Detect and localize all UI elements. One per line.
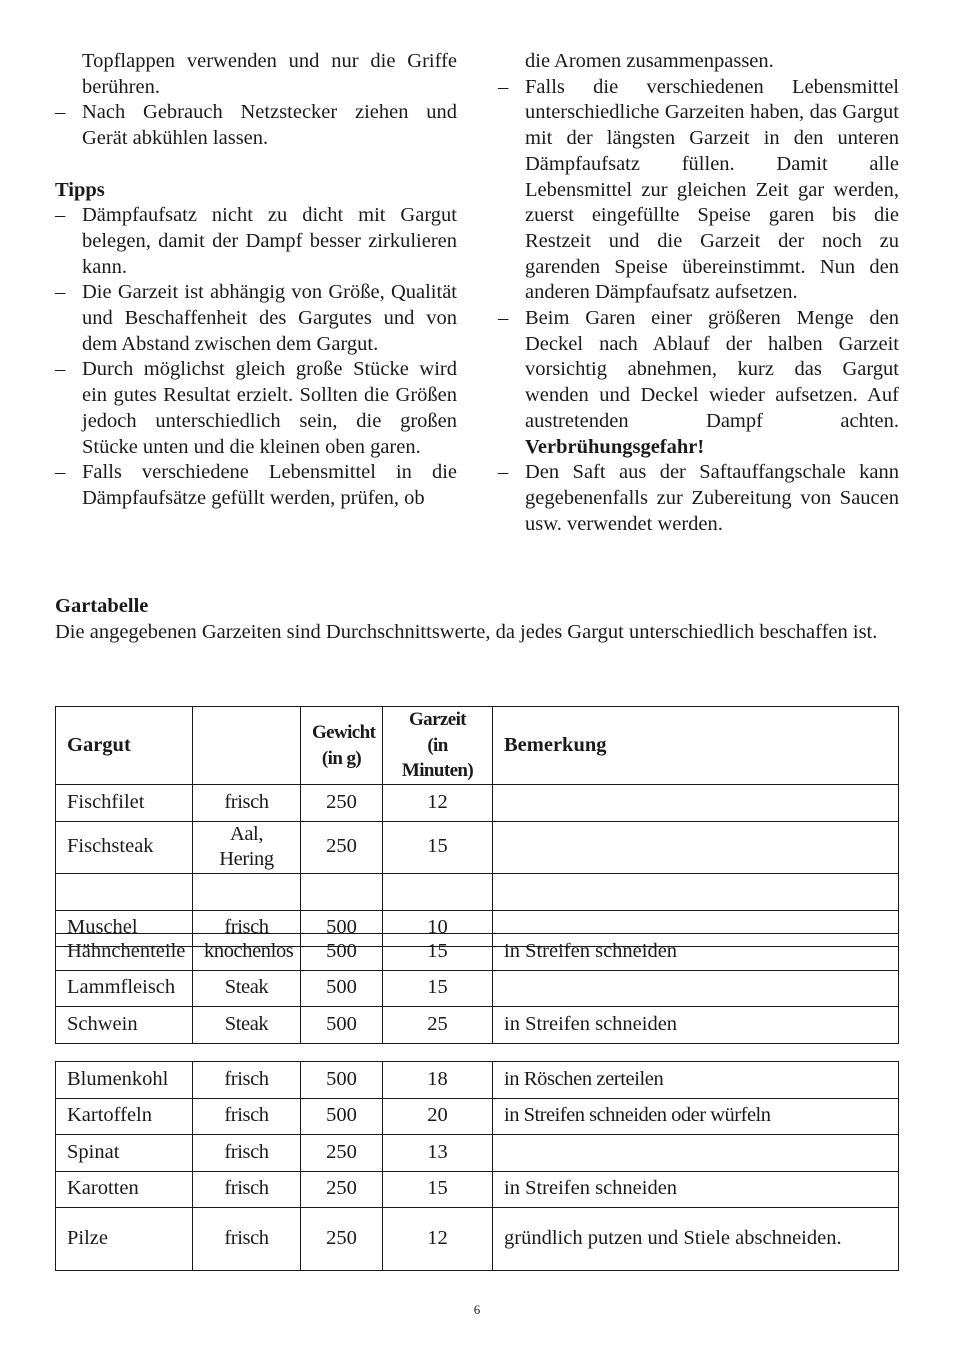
cooking-table-meat (55, 933, 899, 1044)
cell-gewicht: 250 (301, 1208, 383, 1271)
header-gargut: Gargut (56, 707, 193, 785)
table-row (56, 1098, 899, 1135)
cell-gewicht: 250 (301, 821, 383, 873)
list-dash: – (55, 461, 66, 484)
cell-garzeit: 15 (383, 934, 493, 971)
header-garzeit-line1: Garzeit (409, 709, 466, 730)
page-number: 6 (473, 1302, 481, 1317)
cell-gargut: Kartoffeln (56, 1098, 193, 1135)
list-item-text: Dämpfaufsatz nicht zu dicht mit Gargut belegen, damit der Dampf besser zirkulieren kann. (82, 204, 457, 278)
list-dash: – (55, 281, 66, 304)
cell-gewicht: 500 (301, 970, 383, 1007)
cell-bemerkung (493, 785, 899, 822)
list-item (55, 203, 457, 280)
list-item-text: Den Saft aus der Saftauffangschale kann gegebenenfalls zur Zubereitung von Saucen usw. verwendet werden. (525, 461, 899, 535)
list-dash: – (498, 75, 509, 98)
table-row (56, 1208, 899, 1271)
cell-garzeit: 20 (383, 1098, 493, 1135)
list-item-text: Falls verschiedene Lebensmittel in die Dämpfaufsätze gefüllt werden, prüfen, ob (82, 461, 457, 509)
cell-bemerkung: in Streifen schneiden oder würfeln (493, 1098, 899, 1135)
list-item-text: Die Garzeit ist abhängig von Größe, Qualität und Beschaffenheit des Gargutes und von dem Abstand zwischen dem Gargut. (82, 281, 457, 355)
cell-gargut: Blumenkohl (56, 1062, 193, 1099)
header-art (193, 707, 301, 785)
list-item (498, 75, 899, 306)
header-gewicht-line2: (in g) (321, 747, 362, 769)
cell-gewicht: 250 (301, 1135, 383, 1172)
cell-garzeit: 25 (383, 1007, 493, 1044)
list-item (55, 460, 457, 511)
list-item-text: Nach Gebrauch Netzstecker ziehen und Gerät abkühlen lassen. (82, 101, 457, 150)
cell-art: Steak (193, 1007, 301, 1044)
cell-gewicht: 500 (301, 1007, 383, 1044)
list-dash: – (55, 101, 66, 124)
list-item-continuation: die Aromen zusammenpassen. (525, 50, 774, 72)
cell-gargut (56, 874, 193, 911)
list-dash: – (55, 204, 66, 227)
gartabelle-heading: Gartabelle (55, 595, 149, 617)
cell-bemerkung (493, 874, 899, 911)
list-item (498, 460, 899, 537)
table-row (56, 1007, 899, 1044)
cooking-table-fish (55, 706, 899, 947)
cell-gewicht (301, 874, 383, 911)
cell-gewicht: 250 (301, 1171, 383, 1208)
cell-bemerkung: gründlich putzen und Stiele abschneiden. (493, 1208, 899, 1271)
cell-gargut: Karotten (56, 1171, 193, 1208)
table-row (56, 1171, 899, 1208)
cell-art: frisch (193, 1135, 301, 1172)
cell-art: knochenlos (193, 934, 301, 971)
cell-gewicht: 500 (301, 934, 383, 971)
cell-gewicht: 500 (301, 1062, 383, 1099)
cell-gewicht: 500 (301, 1098, 383, 1135)
list-item-text: Durch möglichst gleich große Stücke wird ein gutes Resultat erzielt. Sollten die Größen jedoch unterschiedlich sein, die großen Stücke unten und die kleinen oben garen. (82, 358, 457, 458)
cell-garzeit: 18 (383, 1062, 493, 1099)
header-bemerkung: Bemerkung (493, 707, 899, 785)
table-row (56, 821, 899, 873)
cell-bemerkung (493, 970, 899, 1007)
cell-art: Aal, Hering (193, 821, 301, 873)
cell-bemerkung (493, 1135, 899, 1172)
list-item: Topflappen verwenden und nur die Griffe berühren. (82, 50, 457, 98)
cell-art: frisch (193, 785, 301, 822)
cell-gargut: Fischfilet (56, 785, 193, 822)
table-row (56, 1135, 899, 1172)
header-garzeit (383, 707, 493, 785)
cell-bemerkung (493, 821, 899, 873)
table-row (56, 874, 899, 911)
list-item (55, 357, 457, 460)
cell-art: frisch (193, 910, 301, 947)
left-column (55, 49, 457, 512)
cell-gargut: Spinat (56, 1135, 193, 1172)
cell-art (193, 874, 301, 911)
list-dash: – (55, 358, 66, 381)
cell-art: frisch (193, 1062, 301, 1099)
cell-art: frisch (193, 1098, 301, 1135)
cooking-table-vegetables (55, 1061, 899, 1271)
cell-gargut: Pilze (56, 1208, 193, 1271)
cell-bemerkung: in Röschen zerteilen (493, 1062, 899, 1099)
cell-gargut: Hähnchenteile (56, 934, 193, 971)
header-gewicht-line1: Gewicht (312, 721, 376, 743)
warning-text: Verbrühungsgefahr! (525, 435, 705, 458)
cell-gargut: Muschel (56, 910, 193, 947)
cell-garzeit: 12 (383, 1208, 493, 1271)
table-row (56, 970, 899, 1007)
cell-gargut: Schwein (56, 1007, 193, 1044)
right-column (498, 49, 899, 537)
cell-bemerkung: in Streifen schneiden (493, 1171, 899, 1208)
list-dash: – (498, 461, 509, 484)
cell-garzeit: 10 (383, 910, 493, 947)
table-row (56, 1062, 899, 1099)
cell-garzeit: 15 (383, 970, 493, 1007)
header-gewicht (301, 707, 383, 785)
gartabelle-intro: Die angegebenen Garzeiten sind Durchschnittswerte, da jedes Gargut unterschiedlich beschaffen ist. (55, 620, 878, 643)
cell-garzeit: 12 (383, 785, 493, 822)
list-dash: – (498, 307, 509, 330)
list-item-text: Beim Garen einer größeren Menge den Deckel nach Ablauf der halben Garzeit vorsichtig abnehmen, kurz das Gargut wenden und Deckel wieder aufsetzen. Auf austretenden Dampf achten. (525, 307, 899, 432)
list-item (55, 280, 457, 357)
cell-gargut: Fischsteak (56, 821, 193, 873)
cell-gargut: Lammfleisch (56, 970, 193, 1007)
table-header-row (56, 707, 899, 785)
list-item (498, 306, 899, 460)
table-row (56, 934, 899, 971)
table-row (56, 785, 899, 822)
cell-art: frisch (193, 1171, 301, 1208)
list-item-text: Falls die verschiedenen Lebensmittel unterschiedliche Garzeiten haben, das Gargut mit der längsten Garzeit in den unteren Dämpfaufsatz füllen. Damit alle Lebensmittel zur gleichen Zeit gar werden, zuerst eingefüllte Speise garen bis die Restzeit und die Garzeit der noch zu garenden Speise übereinstimmt. Nun den anderen Dämpfaufsatz aufsetzen. (525, 75, 899, 304)
gartabelle-section (55, 594, 899, 645)
cell-garzeit: 15 (383, 1171, 493, 1208)
cell-bemerkung: in Streifen schneiden (493, 934, 899, 971)
list-item (55, 100, 457, 151)
cell-garzeit: 15 (383, 821, 493, 873)
tipps-heading: Tipps (55, 178, 105, 201)
cell-art: frisch (193, 1208, 301, 1271)
cell-art: Steak (193, 970, 301, 1007)
cell-garzeit (383, 874, 493, 911)
header-garzeit-line2: (in Minuten) (401, 734, 474, 782)
cell-bemerkung: in Streifen schneiden (493, 1007, 899, 1044)
cell-gewicht: 500 (301, 910, 383, 947)
cell-gewicht: 250 (301, 785, 383, 822)
cell-garzeit: 13 (383, 1135, 493, 1172)
